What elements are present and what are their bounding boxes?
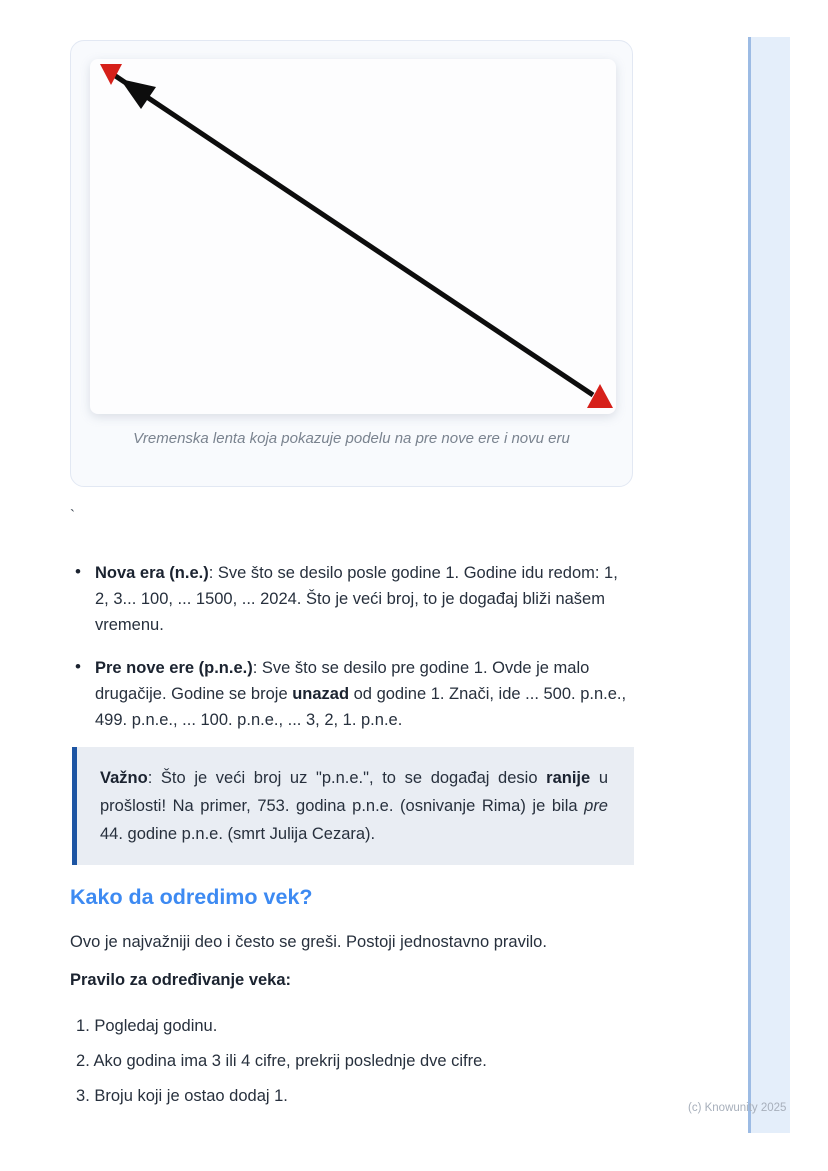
rule-title: Pravilo za određivanje veka: xyxy=(70,971,292,989)
timeline-double-arrow-icon xyxy=(90,59,616,414)
list-item: Ako godina ima 3 ili 4 cifre, prekrij poslednje dve cifre. xyxy=(93,1052,487,1070)
callout-text: Važno: Što je veći broj uz "p.n.e.", to se događaj desio ranije u prošlosti! Na primer, 753. godina p.n.e. (osnivanje Rima) je bila pre 44. godine p.n.e. (smrt Julija Cezara). xyxy=(100,769,609,843)
bullet-text: Pre nove ere (p.n.e.): Sve što se desilo pre godine 1. Ovde je malo drugačije. Godine se broje unazad od godine 1. Znači, ide ... 500. p.n.e., 499. p.n.e., ... 100. p.n.e., ... 3, 2, 1. p.n.e. xyxy=(95,659,627,729)
bullet-icon: • xyxy=(75,657,81,676)
list-item xyxy=(70,560,636,638)
stray-backtick: ` xyxy=(70,507,75,524)
timeline-arrow-line xyxy=(114,75,593,395)
important-callout xyxy=(72,747,634,865)
right-scrollbar-track[interactable] xyxy=(748,37,790,1133)
copyright-label: (c) Knowunity 2025 xyxy=(688,1102,787,1114)
list-item: Broju koji je ostao dodaj 1. xyxy=(94,1087,288,1105)
list-item: Pogledaj godinu. xyxy=(94,1017,218,1035)
bullet-text: Nova era (n.e.): Sve što se desilo posle godine 1. Godine idu redom: 1, 2, 3... 100, ... 1500, ... 2024. Što je veći broj, to je događaj bliži našem vremenu. xyxy=(95,564,618,634)
red-marker-top-left-icon xyxy=(100,64,122,85)
bullet-icon: • xyxy=(75,562,81,581)
figure-card xyxy=(70,40,633,487)
rule-steps-list xyxy=(76,1013,636,1118)
section-heading: Kako da odredimo vek? xyxy=(70,885,313,909)
timeline-image xyxy=(90,59,616,414)
list-item xyxy=(70,655,636,733)
black-arrowhead-icon xyxy=(120,79,156,109)
era-bullet-list xyxy=(70,560,636,750)
figure-caption: Vremenska lenta koja pokazuje podelu na pre nove ere i novu eru xyxy=(133,430,570,447)
section-paragraph: Ovo je najvažniji deo i često se greši. Postoji jednostavno pravilo. xyxy=(70,933,547,951)
